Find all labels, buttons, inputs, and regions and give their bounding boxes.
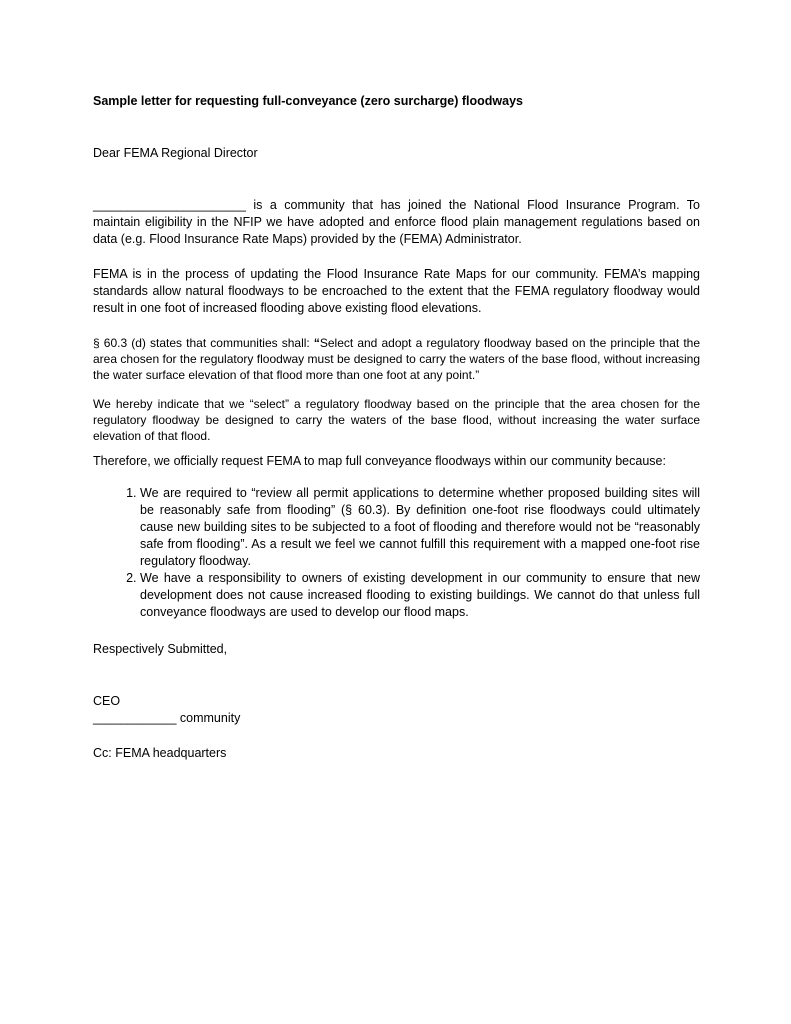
letter-title: Sample letter for requesting full-conveyance (zero surcharge) floodways <box>93 94 523 108</box>
list-item: 1. We are required to “review all permit applications to determine whether proposed building sites will be reasonably safe from flooding” (§ 60.3). By definition one-foot rise floodways could ultimately cause new building sites to be subjected to a foot of flooding and therefore would not be “reasonably safe from flooding”. As a result we feel we cannot fulfill this requirement with a mapped one-foot rise regulatory floodway. <box>140 485 700 570</box>
paragraph-regulation-quote <box>93 335 700 383</box>
cc-line: Cc: FEMA headquarters <box>93 746 227 760</box>
paragraph-community-nfip: ______________________ is a community that has joined the National Flood Insurance Program. To maintain eligibility in the NFIP we have adopted and enforce flood plain management regulations based on data (e.g. Flood Insurance Rate Maps) provided by the (FEMA) Administrator. <box>93 198 700 246</box>
salutation: Dear FEMA Regional Director <box>93 146 258 160</box>
paragraph-select-floodway: We hereby indicate that we “select” a regulatory floodway based on the principle that the area chosen for the regulatory floodway be designed to carry the waters of the base flood, without increasing the water surface elevation of that flood. <box>93 397 700 443</box>
open-quote: “ <box>313 336 320 350</box>
regulation-intro: § 60.3 (d) states that communities shall: <box>93 336 314 350</box>
community-line: ____________ community <box>93 711 241 725</box>
paragraph-request: Therefore, we officially request FEMA to map full conveyance floodways within our community because: <box>93 454 666 468</box>
signer-title: CEO <box>93 694 121 708</box>
reasons-list <box>93 485 700 621</box>
closing: Respectively Submitted, <box>93 642 228 656</box>
regulation-quote-text: Select and adopt a regulatory floodway based on the principle that the area chosen for the regulatory floodway must be designed to carry the waters of the base flood, without increasing the water surface elevation of that flood more than one foot at any point.” <box>93 336 700 382</box>
list-item: 2. We have a responsibility to owners of existing development in our community to ensure that new development does not cause increased flooding to existing buildings. We cannot do that unless full conveyance floodways are used to develop our flood maps. <box>140 570 700 621</box>
paragraph-fema-mapping: FEMA is in the process of updating the Flood Insurance Rate Maps for our community. FEMA’s mapping standards allow natural floodways to be encroached to the extent that the FEMA regulatory floodway would result in one foot of increased flooding above existing flood elevations. <box>93 267 700 315</box>
